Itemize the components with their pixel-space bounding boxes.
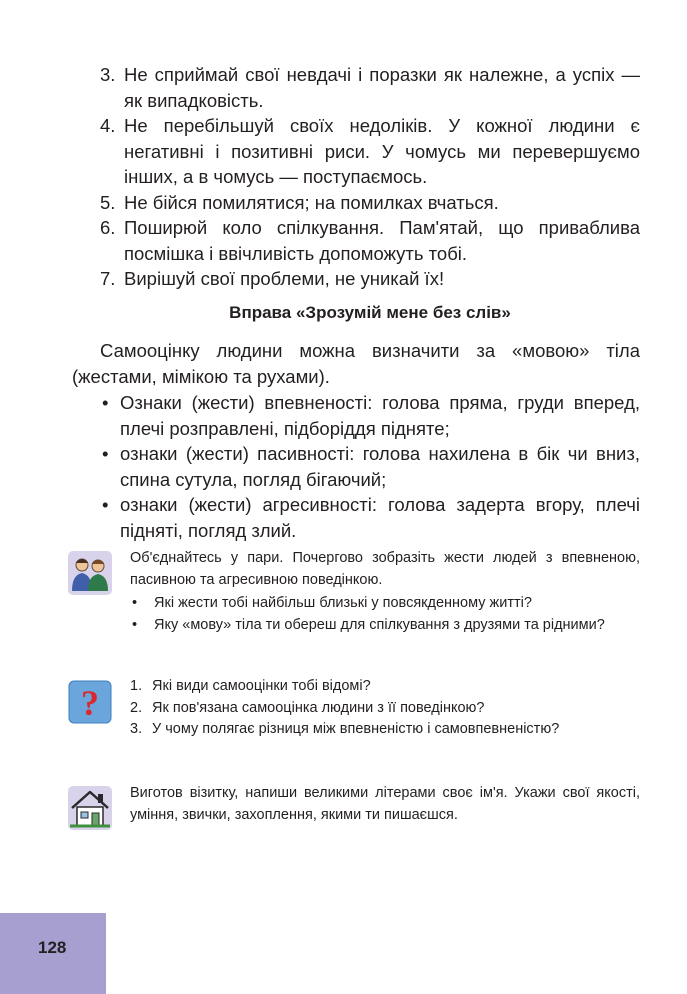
sign-item bbox=[100, 441, 640, 492]
pair-task-question: Які жести тобі найбільш близькі у повсякденному житті? bbox=[154, 595, 532, 611]
rule-text: Не сприймай свої невдачі і поразки як належне, а успіх — як випадковість. bbox=[124, 64, 640, 111]
sign-text: ознаки (жести) пасивності: голова нахилена в бік чи вниз, спина сутула, погляд бігаючий; bbox=[120, 443, 640, 490]
homework-house-icon bbox=[68, 786, 112, 830]
question-text: Як пов'язана самооцінка людини з її поведінкою? bbox=[152, 699, 485, 716]
rule-item bbox=[100, 266, 640, 292]
list-item bbox=[130, 719, 640, 741]
rule-number: 3. bbox=[100, 64, 116, 85]
question-number: 1. bbox=[130, 678, 143, 694]
bullet-mark: • bbox=[102, 494, 109, 515]
rule-number: 6. bbox=[100, 217, 116, 238]
question-text: Які види самооцінки тобі відомі? bbox=[152, 678, 371, 694]
list-item bbox=[130, 676, 640, 698]
homework-block bbox=[130, 783, 640, 826]
review-questions-list bbox=[130, 676, 640, 741]
sign-text: Ознаки (жести) впевненості: голова пряма, груди вперед, плечі розправлені, підборіддя підняте; bbox=[120, 392, 640, 439]
question-number: 3. bbox=[130, 721, 143, 737]
rule-item bbox=[100, 113, 640, 190]
page-number: 128 bbox=[38, 938, 67, 957]
pair-task-questions bbox=[130, 593, 640, 636]
list-item bbox=[130, 593, 640, 615]
homework-text: Виготов візитку, напиши великими літерами своє ім'я. Укажи свої якості, уміння, звички, захоплення, якими ти пишаєшся. bbox=[130, 785, 640, 823]
page-number-tab bbox=[0, 913, 106, 994]
rule-item bbox=[100, 215, 640, 266]
rule-item bbox=[100, 62, 640, 113]
pair-task-question: Яку «мову» тіла ти обереш для спілкування з друзями та рідними? bbox=[154, 616, 605, 633]
list-item bbox=[130, 698, 640, 720]
list-item bbox=[130, 615, 640, 637]
rule-text: Поширюй коло спілкування. Пам'ятай, що приваблива посмішка і ввічливість допоможуть тобі. bbox=[124, 217, 640, 264]
sign-text: ознаки (жести) агресивності: голова задерта вгору, плечі підняті, погляд злий. bbox=[120, 494, 640, 541]
rules-list bbox=[100, 62, 640, 292]
exercise-title: Вправа «Зрозумій мене без слів» bbox=[229, 303, 511, 322]
rule-number: 4. bbox=[100, 115, 116, 136]
bullet-mark: • bbox=[102, 443, 109, 464]
pair-work-icon bbox=[68, 551, 112, 595]
sign-item bbox=[100, 492, 640, 543]
rule-text: Не бійся помилятися; на помилках вчаться. bbox=[124, 191, 499, 213]
rule-text: Не перебільшуй своїх недоліків. У кожної людини є негативні і позитивні риси. У чомусь ми перевершуємо інших, а в чомусь — поступаємось. bbox=[124, 115, 640, 187]
pair-task-text: Об'єднайтесь у пари. Почергово зобразіть жести людей з впевненою, пасивною та агресивною поведінкою. bbox=[130, 550, 640, 588]
question-number: 2. bbox=[130, 699, 143, 716]
rule-item bbox=[100, 190, 640, 216]
bullet-mark: • bbox=[102, 392, 109, 413]
questions-block bbox=[130, 676, 640, 741]
body-language-signs-list bbox=[100, 390, 640, 543]
pair-task-block bbox=[130, 548, 640, 636]
bullet-mark: • bbox=[132, 595, 138, 611]
exercise-intro: Самооцінку людини можна визначити за «мовою» тіла (жестами, мімікою та рухами). bbox=[72, 340, 640, 387]
rule-number: 7. bbox=[100, 268, 116, 289]
question-text: У чому полягає різниця між впевненістю і самовпевненістю? bbox=[152, 721, 560, 737]
rule-text: Вирішуй свої проблеми, не уникай їх! bbox=[124, 268, 445, 289]
sign-item bbox=[100, 390, 640, 441]
rule-number: 5. bbox=[100, 191, 116, 213]
question-icon bbox=[68, 680, 112, 724]
question-symbol: ? bbox=[81, 683, 99, 723]
bullet-mark: • bbox=[132, 616, 138, 633]
